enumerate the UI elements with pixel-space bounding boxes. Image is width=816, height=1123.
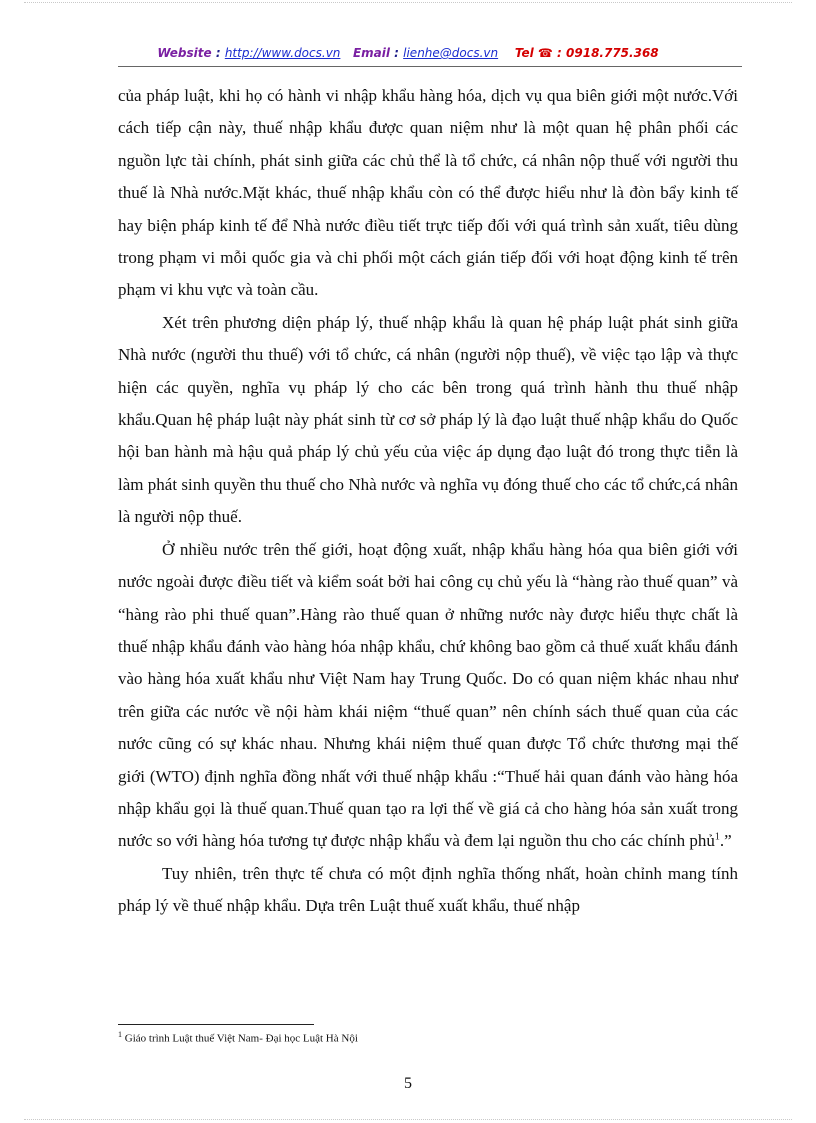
page-header — [0, 46, 816, 60]
document-body — [118, 80, 738, 923]
tel-label: Tel — [514, 46, 534, 60]
email-link[interactable]: lienhe@docs.vn — [403, 46, 499, 60]
footnote-text: Giáo trình Luật thuế Việt Nam- Đại học Luật Hà Nội — [122, 1032, 358, 1045]
footnote-separator — [118, 1024, 314, 1025]
footnote — [118, 1030, 358, 1045]
page-number: 5 — [404, 1075, 412, 1092]
paragraph-3-tail: .” — [719, 831, 732, 851]
footnote-number: 1 — [118, 1030, 122, 1039]
website-link[interactable]: http://www.docs.vn — [224, 46, 341, 60]
page-top-border — [24, 2, 792, 3]
email-separator: : — [389, 46, 404, 60]
phone-number: : 0918.775.368 — [552, 46, 659, 60]
page-bottom-border — [24, 1119, 792, 1120]
phone-icon: ☎ — [537, 46, 553, 60]
email-label: Email — [352, 46, 390, 60]
header-rule — [118, 66, 742, 67]
paragraph-3-text: Ở nhiều nước trên thế giới, hoạt động xuất, nhập khẩu hàng hóa qua biên giới với nước ngoài được điều tiết và kiểm soát bởi hai công cụ chủ yếu là “hàng rào thuế quan” và “hàng rào phi thuế quan”.Hàng rào thuế quan ở những nước này được hiểu thực chất là thuế nhập khẩu đánh vào hàng hóa nhập khẩu, chứ không bao gồm cả thuế xuất khẩu đánh vào hàng hóa xuất khẩu như Việt Nam hay Trung Quốc. Do có quan niệm khác nhau như trên giữa các nước về nội hàm khái niệm “thuế quan” nên chính sách thuế quan của các nước cũng có sự khác nhau. Nhưng khái niệm thuế quan được Tổ chức thương mại thế giới (WTO) định nghĩa đồng nhất với thuế nhập khẩu :“Thuế hải quan đánh vào hàng hóa nhập khẩu gọi là thuế quan.Thuế quan tạo ra lợi thế về giá cả cho hàng hóa sản xuất trong nước so với hàng hóa tương tự được nhập khẩu và đem lại nguồn thu cho các chính phủ — [118, 539, 738, 851]
paragraph-2: Xét trên phương diện pháp lý, thuế nhập khẩu là quan hệ pháp luật phát sinh giữa Nhà nước (người thu thuế) với tổ chức, cá nhân (người nộp thuế), về việc tạo lập và thực hiện các quyền, nghĩa vụ pháp lý cho các bên trong quá trình hành thu thuế nhập khẩu.Quan hệ pháp luật này phát sinh từ cơ sở pháp lý là đạo luật thuế nhập khẩu do Quốc hội ban hành mà hậu quả pháp lý chủ yếu của việc áp dụng đạo luật đó trong thực tiễn là làm phát sinh quyền thu thuế cho Nhà nước và nghĩa vụ đóng thuế cho các tổ chức,cá nhân là người nộp thuế. — [118, 312, 738, 527]
footnote-reference[interactable]: 1 — [714, 831, 720, 843]
paragraph-3 — [118, 534, 738, 858]
paragraph-1: của pháp luật, khi họ có hành vi nhập khẩu hàng hóa, dịch vụ qua biên giới một nước.Với cách tiếp cận này, thuế nhập khẩu được quan niệm như là một quan hệ phân phối các nguồn lực tài chính, phát sinh giữa các chủ thể là tổ chức, cá nhân nộp thuế với người thu thuế là Nhà nước.Mặt khác, thuế nhập khẩu còn có thể được hiểu như là đòn bẩy kinh tế hay biện pháp kinh tế để Nhà nước điều tiết trực tiếp đối với quá trình sản xuất, tiêu dùng trong phạm vi mỗi quốc gia và chi phối một cách gián tiếp đối với hoạt động kinh tế trên phạm vi khu vực và toàn cầu. — [118, 86, 738, 300]
paragraph-4: Tuy nhiên, trên thực tế chưa có một định nghĩa thống nhất, hoàn chỉnh mang tính pháp lý về thuế nhập khẩu. Dựa trên Luật thuế xuất khẩu, thuế nhập — [118, 863, 738, 916]
website-label: Website — [157, 46, 212, 60]
website-separator: : — [211, 46, 225, 60]
